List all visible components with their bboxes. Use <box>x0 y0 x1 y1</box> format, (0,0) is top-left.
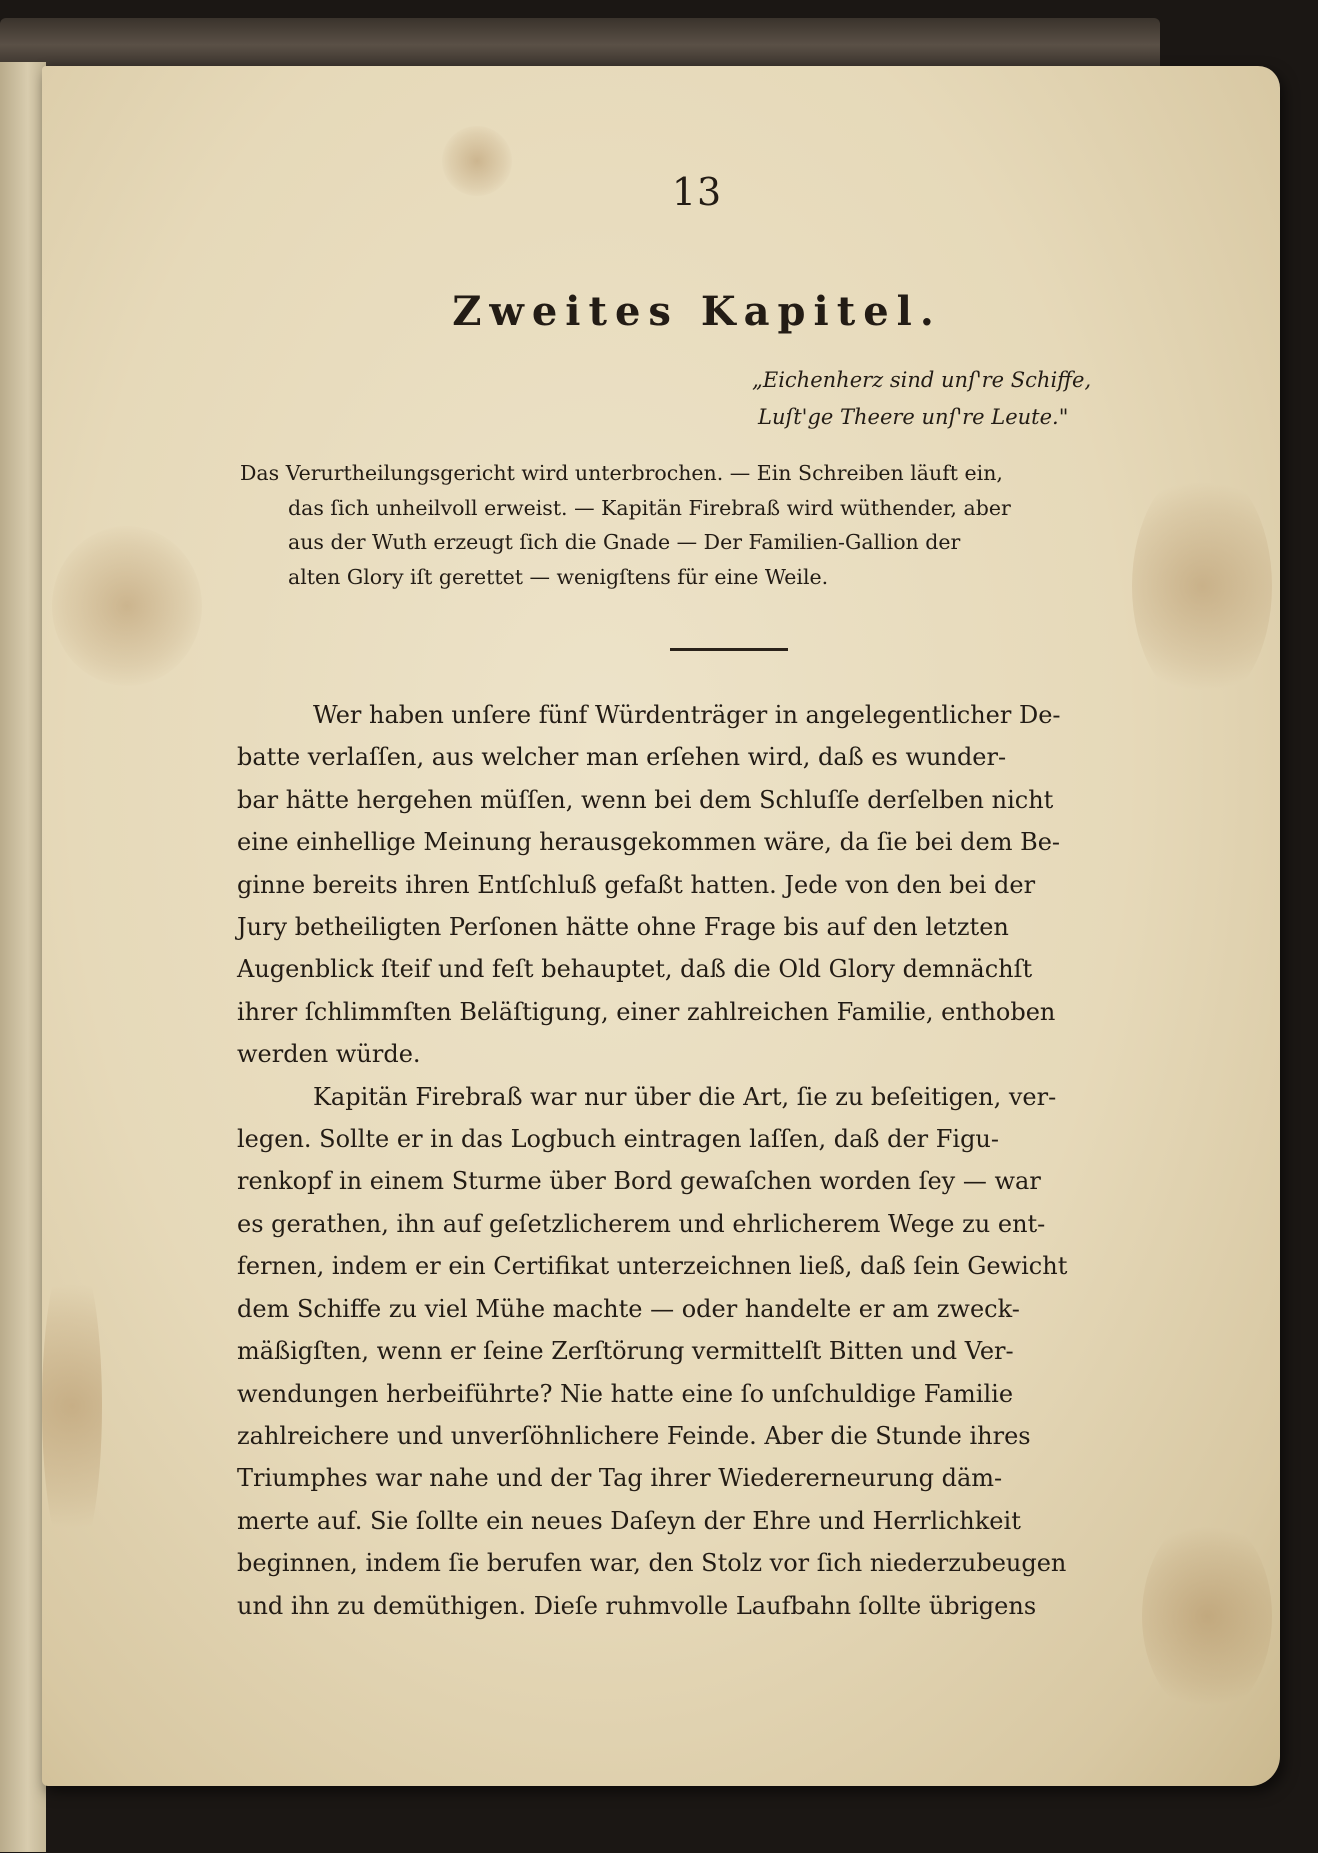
body-line: wendungen herbeiführte? Nie hatte eine ſo unſchuldige Familie <box>237 1379 1014 1408</box>
body-line: werden würde. <box>237 1040 421 1069</box>
body-line: batte verlaſſen, aus welcher man erſehen wird, daß es wunder- <box>237 743 1007 772</box>
body-line: eine einhellige Meinung herausgekommen wäre, da ſie bei dem Be- <box>237 828 1061 857</box>
body-line: dem Schiffe zu viel Mühe machte — oder handelte er am zweck- <box>237 1294 1020 1323</box>
body-line: fernen, indem er ein Certifikat unterzeichnen ließ, daß ſein Gewicht <box>237 1252 1068 1281</box>
body-line: Kapitän Firebraß war nur über die Art, ſie zu beſeitigen, ver- <box>313 1082 1057 1111</box>
page-number: 13 <box>671 170 723 214</box>
epigraph <box>752 362 1192 436</box>
summary-line: das ſich unheilvoll erweist. — Kapitän Firebraß wird wüthender, aber <box>288 495 1011 520</box>
body-line: zahlreichere und unverſöhnlichere Feinde. Aber die Stunde ihres <box>237 1421 1031 1450</box>
body-line: ginne bereits ihren Entſchluß gefaßt hatten. Jede von den bei der <box>237 870 1036 899</box>
page-content <box>192 66 1202 1786</box>
body-line: mäßigſten, wenn er ſeine Zerſtörung vermittelſt Bitten und Ver- <box>237 1337 1014 1366</box>
epigraph-line: „Eichenherz sind unſ're Schiffe, <box>752 368 1092 392</box>
body-line: beginnen, indem ſie berufen war, den Stolz vor ſich niederzubeugen <box>237 1549 1067 1578</box>
body-line: ihrer ſchlimmſten Beläſtigung, einer zahlreichen Familie, enthoben <box>237 997 1056 1026</box>
body-line: Wer haben unſere fünf Würdenträger in angelegentlicher De- <box>313 701 1061 729</box>
body-line: Jury betheiligten Perſonen hätte ohne Frage bis auf den letzten <box>237 913 1009 942</box>
summary-line: Das Verurtheilungsgericht wird unterbrochen. — Ein Schreiben läuft ein, <box>240 461 1003 485</box>
body-line: es gerathen, ihn auf geſetzlicherem und ehrlicherem Wege zu ent- <box>237 1209 1046 1238</box>
chapter-summary <box>240 456 1178 594</box>
body-line: Triumphes war nahe und der Tag ihrer Wiedererneurung däm- <box>237 1464 1003 1493</box>
summary-line: alten Glory iſt gerettet — wenigſtens für eine Weile. <box>288 564 829 589</box>
body-line: bar hätte hergehen müſſen, wenn bei dem Schluſſe derſelben nicht <box>237 785 1054 814</box>
body-line: merte auf. Sie ſollte ein neues Daſeyn der Ehre und Herrlichkeit <box>237 1506 1021 1535</box>
body-line: Augenblick ſteif und feſt behauptet, daß die Old Glory demnächſt <box>237 955 1033 984</box>
body-line: legen. Sollte er in das Logbuch eintragen laſſen, daß der Figu- <box>237 1125 999 1154</box>
body-text <box>237 694 1197 1627</box>
book-page <box>42 66 1280 1786</box>
foxing-stain <box>52 526 202 686</box>
section-divider <box>670 648 788 651</box>
chapter-title: Zweites Kapitel. <box>452 288 942 335</box>
summary-line: aus der Wuth erzeugt ſich die Gnade — Der Familien-Gallion der <box>288 530 961 554</box>
body-line: und ihn zu demüthigen. Dieſe ruhmvolle Laufbahn ſollte übrigens <box>237 1591 1037 1620</box>
body-line: renkopf in einem Sturme über Bord gewaſchen worden ſey — war <box>237 1167 1041 1196</box>
foxing-stain <box>42 1246 102 1566</box>
epigraph-line: Luſt'ge Theere unſ're Leute." <box>758 405 1069 429</box>
facing-page-edge <box>0 62 46 1852</box>
